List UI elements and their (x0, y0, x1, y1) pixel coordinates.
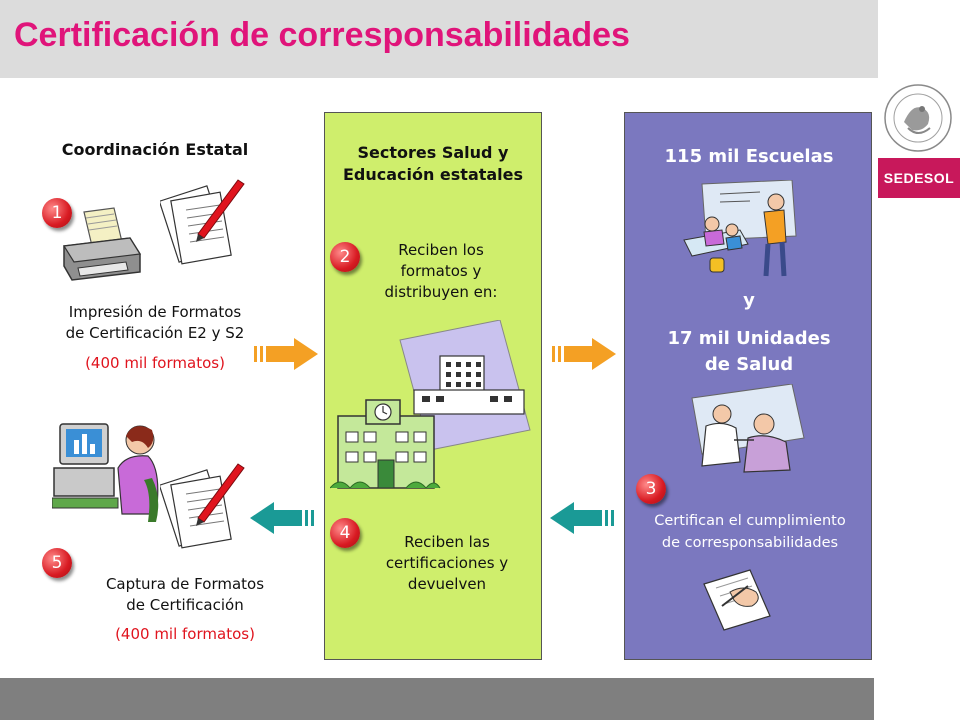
step-2-line-3: distribuyen en: (384, 283, 498, 301)
step-1-badge: 1 (42, 198, 72, 228)
schools-count: 115 mil Escuelas (664, 146, 834, 167)
sectors-heading-line-1: Sectores Salud y (357, 143, 509, 162)
arrow-right-orange-icon-2 (552, 338, 618, 370)
step-3-badge: 3 (636, 474, 666, 504)
sectors-heading-line-2: Educación estatales (342, 165, 524, 184)
arrow-right-orange-icon (254, 338, 320, 370)
step-4-line-3: devuelven (407, 575, 487, 593)
step-5-count: (400 mil formatos) (115, 625, 255, 643)
step-3-line-1: Certifican el cumplimiento (654, 513, 846, 529)
computer-user-icon (52, 418, 162, 528)
state-coordination-heading: Coordinación Estatal (61, 140, 249, 159)
brand-badge: SEDESOL (878, 158, 960, 198)
step-3-line-2: de corresponsabilidades (661, 535, 839, 551)
page-title: Certificación de corresponsabilidades (14, 16, 630, 54)
step-5-line-2: de Certificación (126, 596, 244, 614)
health-units-line-2: de Salud (704, 354, 794, 375)
step-4-badge: 4 (330, 518, 360, 548)
hand-writing-icon (700, 566, 776, 634)
printer-icon (56, 206, 146, 286)
step-5-text (70, 574, 300, 645)
doctor-patient-icon (682, 384, 810, 474)
hospital-buildings-icon (330, 320, 540, 496)
step-1-line-2: de Certificación E2 y S2 (65, 324, 245, 342)
arrow-left-teal-icon-2 (550, 502, 616, 534)
step-4-line-1: Reciben las (404, 533, 490, 551)
footer-bar (0, 678, 874, 720)
step-5-line-1: Captura de Formatos (105, 575, 265, 593)
conjunction-y: y (743, 290, 755, 311)
step-3-text (632, 510, 868, 554)
step-5-badge: 5 (42, 548, 72, 578)
footer-corner (874, 678, 960, 720)
step-4-text (356, 532, 538, 595)
health-units (634, 326, 864, 378)
step-1-text (30, 302, 280, 374)
documents-pen-icon-2 (160, 456, 250, 552)
step-4-line-2: certificaciones y (385, 554, 509, 572)
step-2-badge: 2 (330, 242, 360, 272)
arrow-left-teal-icon (250, 502, 316, 534)
step-1-count: (400 mil formatos) (85, 354, 225, 372)
school-classroom-icon (680, 180, 806, 280)
documents-pen-icon (160, 172, 250, 268)
step-1-line-1: Impresión de Formatos (68, 303, 242, 321)
step-2-text (356, 240, 526, 303)
sectors-heading (326, 142, 540, 186)
mexico-seal-icon (882, 82, 954, 154)
step-2-line-2: formatos y (400, 262, 482, 280)
health-units-line-1: 17 mil Unidades (667, 328, 831, 349)
step-2-line-1: Reciben los (398, 241, 484, 259)
